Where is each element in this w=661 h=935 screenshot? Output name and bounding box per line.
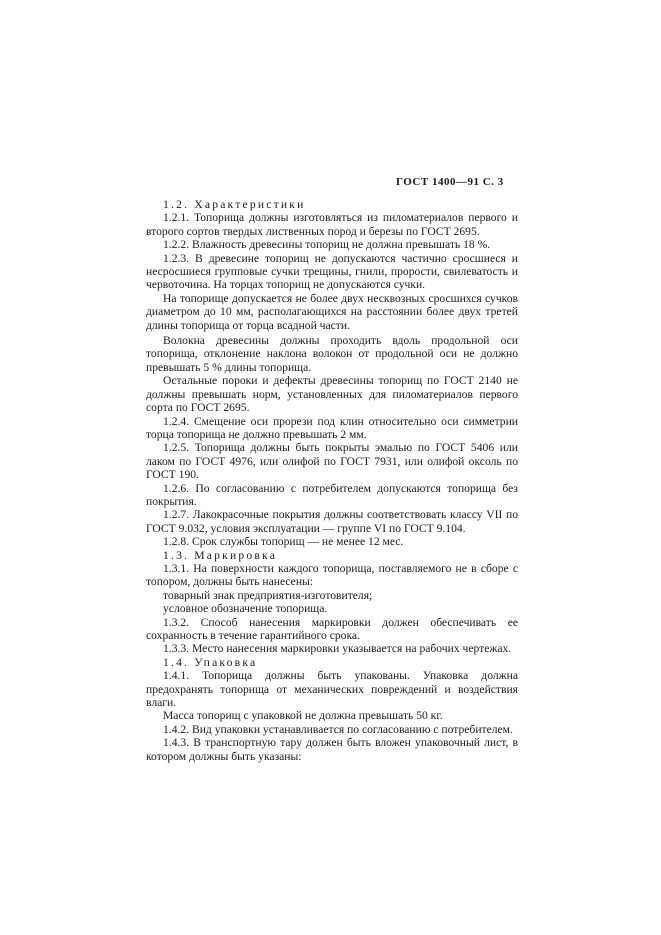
paragraph: 1.2.5. Топорища должны быть покрыты эмалью по ГОСТ 5406 или лаком по ГОСТ 4976, или олифой по ГОСТ 7931, или олифой оксоль по ГОСТ 190. xyxy=(146,441,518,482)
paragraph: 1.2.8. Срок службы топорищ — не менее 12 мес. xyxy=(163,535,404,549)
list-item: товарный знак предприятия-изготовителя; xyxy=(163,588,373,602)
list-item: условное обозначение топорища. xyxy=(163,602,328,616)
paragraph: 1.2.3. В древесине топорищ не допускаются частично сросшиеся и несросшиеся групповые сучки трещины, гнили, прорости, свилеватость и червоточина. На торцах топорищ не допускаются сучки. xyxy=(146,251,518,292)
section-heading: 1.2. Характеристики xyxy=(163,198,306,211)
paragraph: 1.3.3. Место нанесения маркировки указывается на рабочих чертежах. xyxy=(163,642,512,656)
paragraph: 1.4.2. Вид упаковки устанавливается по согласованию с потребителем. xyxy=(163,722,513,736)
paragraph: 1.2.2. Влажность древесины топорищ не должна превышать 18 %. xyxy=(163,238,491,252)
section-heading: 1.4. Упаковка xyxy=(163,655,258,669)
paragraph: На топорище допускается не более двух несквозных сросшихся сучков диаметром до 10 мм, располагающихся на расстоянии более двух третей длины топорища от торца всадной части. xyxy=(146,291,518,332)
paragraph: 1.3.1. На поверхности каждого топорища, поставляемого не в сборе с топором, должны быть нанесены: xyxy=(146,561,518,589)
paragraph: 1.3.2. Способ нанесения маркировки должен обеспечивать ее сохранность в течение гарантийного срока. xyxy=(146,615,518,642)
paragraph: 1.2.1. Топорища должны изготовляться из пиломатериалов первого и второго сортов твердых лиственных пород и березы по ГОСТ 2695. xyxy=(146,211,518,238)
section-heading: 1.3. Маркировка xyxy=(163,548,278,562)
paragraph: Остальные пороки и дефекты древесины топорищ по ГОСТ 2140 не должны превышать норм, установленных для пиломатериалов первого сорта по ГОСТ 2695. xyxy=(146,374,518,415)
paragraph: 1.2.6. По согласованию с потребителем допускаются топорища без покрытия. xyxy=(146,481,518,508)
paragraph: Волокна древесины должны проходить вдоль продольной оси топорища, отклонение наклона волокон от продольной оси не должно превышать 5 % длины топорища. xyxy=(146,334,518,374)
paragraph: 1.2.4. Смещение оси прорези под клин относительно оси симметрии торца топорища не должно превышать 2 мм. xyxy=(146,414,518,441)
paragraph: 1.4.3. В транспортную тару должен быть вложен упаковочный лист, в котором должны быть указаны: xyxy=(146,736,518,763)
page-header: ГОСТ 1400—91 С. 3 xyxy=(396,176,504,188)
document-body xyxy=(146,198,518,763)
paragraph: Масса топорищ с упаковкой не должна превышать 50 кг. xyxy=(163,709,443,723)
paragraph: 1.4.1. Топорища должны быть упакованы. Упаковка должна предохранять топорища от механических повреждений и воздействия влаги. xyxy=(146,669,518,710)
paragraph: 1.2.7. Лакокрасочные покрытия должны соответствовать классу VII по ГОСТ 9.032, условия эксплуатации — группе VI по ГОСТ 9.104. xyxy=(146,508,518,535)
